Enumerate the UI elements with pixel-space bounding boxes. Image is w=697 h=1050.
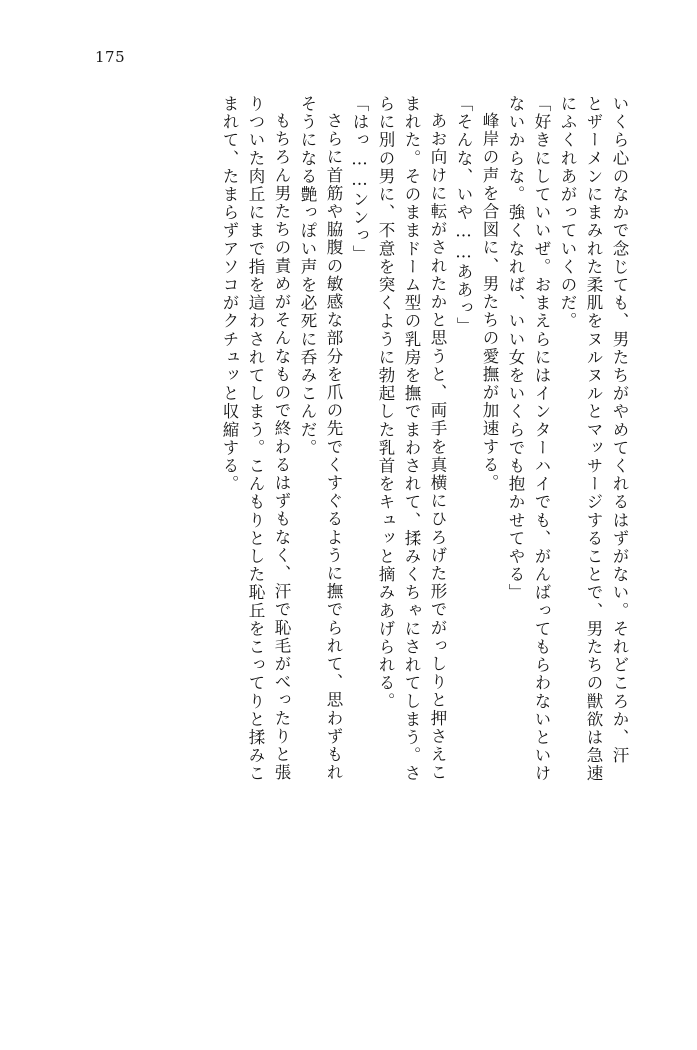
page-number: 175 xyxy=(95,48,126,66)
text-line: あお向けに転がされたかと思うと、両手を真横にひろげた形でがっしりと押さえこ xyxy=(428,112,447,782)
text-line: 「はっ……ンンっ」 xyxy=(350,95,369,263)
text-line: さらに首筋や脇腹の敏感な部分を爪の先でくすぐるように撫でられて、思わずもれ xyxy=(324,112,343,782)
text-line: まれた。そのままドーム型の乳房を撫でまわされて、揉みくちゃにされてしまう。さ xyxy=(402,95,421,783)
text-line: 「好きにしていいぜ。おまえらにはインターハイでも、がんばってもらわないといけ xyxy=(532,95,551,783)
text-line: ないからな。強くなれば、いい女をいくらでも抱かせてやる」 xyxy=(506,95,525,602)
text-line: いくら心のなかで念じても、男たちがやめてくれるはずがない。それどころか、汗 xyxy=(610,95,629,765)
text-line: らに別の男に、不意を突くように勃起した乳首をキュッと摘みあげられる。 xyxy=(376,95,395,711)
text-line: とザーメンにまみれた柔肌をヌルヌルとマッサージすることで、男たちの獣欲は急速 xyxy=(584,95,603,783)
text-line: 峰岸の声を合図に、男たちの愛撫が加速する。 xyxy=(480,112,499,493)
text-line: そうになる艶っぽい声を必死に呑みこんだ。 xyxy=(298,95,317,457)
vertical-text-block xyxy=(62,95,627,1015)
text-line: にふくれあがっていくのだ。 xyxy=(558,95,577,331)
text-line: 「そんな、いや……ああっ」 xyxy=(454,95,473,336)
text-line: もちろん男たちの責めがそんなもので終わるはずもなく、汗で恥毛がべったりと張 xyxy=(272,112,291,782)
text-line: りついた肉丘にまで指を這わされてしまう。こんもりとした恥丘をこってりと揉みこ xyxy=(246,95,265,783)
text-line: まれて、たまらずアソコがクチュッと収縮する。 xyxy=(220,95,239,494)
